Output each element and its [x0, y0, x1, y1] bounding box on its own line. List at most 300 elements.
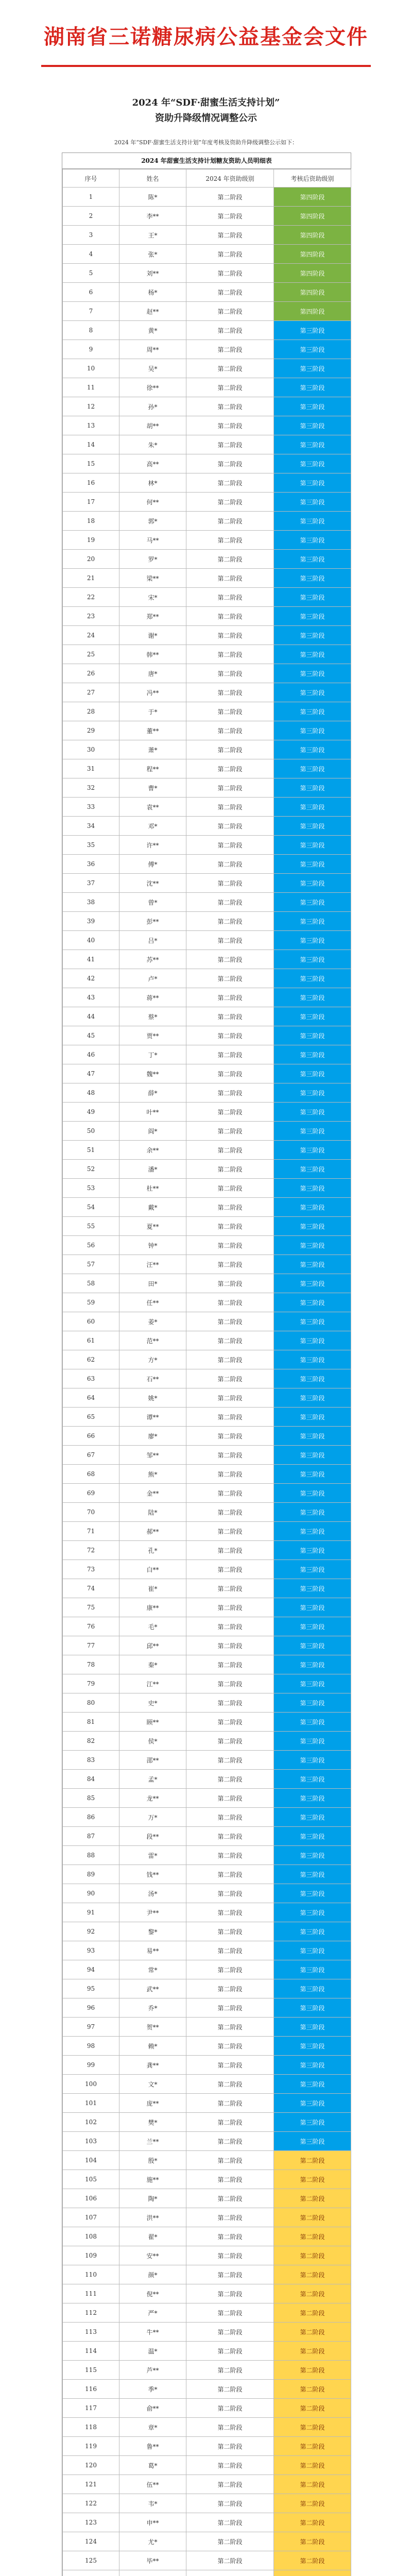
table-row: [63, 2170, 351, 2189]
cell-no: 11: [63, 378, 119, 397]
cell-no: 71: [63, 1522, 119, 1541]
cell-adjust: 第三阶段: [274, 1998, 351, 2018]
cell-no: 6: [63, 283, 119, 302]
table-header-row: [63, 170, 351, 188]
cell-level: 第二阶段: [186, 2418, 274, 2437]
table-row: [63, 2094, 351, 2113]
cell-adjust: 第三阶段: [274, 550, 351, 569]
cell-no: 53: [63, 1179, 119, 1198]
cell-adjust: 第三阶段: [274, 1408, 351, 1427]
cell-name: 姚*: [119, 1388, 186, 1408]
cell-name: 杜**: [119, 1179, 186, 1198]
cell-no: 15: [63, 454, 119, 473]
cell-adjust: 第三阶段: [274, 778, 351, 798]
cell-adjust: 第三阶段: [274, 1255, 351, 1274]
cell-level: 第二阶段: [186, 569, 274, 588]
cell-adjust: 第三阶段: [274, 1713, 351, 1732]
table-row: [63, 645, 351, 664]
intro-text: 2024 年“SDF·甜蜜生活支持计划”年度考核及资助升降级调整公示如下：: [114, 139, 298, 146]
cell-level: 第二阶段: [186, 778, 274, 798]
cell-no: 19: [63, 531, 119, 550]
cell-no: 113: [63, 2323, 119, 2342]
cell-level: 第二阶段: [186, 416, 274, 435]
cell-name: 吕*: [119, 931, 186, 950]
cell-name: 沈**: [119, 874, 186, 893]
cell-name: 毛*: [119, 1617, 186, 1636]
page-header-title: 湖南省三诺糖尿病公益基金会文件: [44, 25, 368, 49]
cell-no: [63, 2570, 119, 2576]
cell-no: 96: [63, 1998, 119, 2018]
cell-no: 62: [63, 1350, 119, 1369]
cell-no: 47: [63, 1064, 119, 1083]
cell-level: 第二阶段: [186, 2303, 274, 2323]
cell-level: 第二阶段: [186, 2056, 274, 2075]
cell-level: 第二阶段: [186, 302, 274, 321]
table-row: [63, 397, 351, 416]
table-row: [63, 798, 351, 817]
cell-name: 郝**: [119, 1522, 186, 1541]
cell-name: 龙**: [119, 1789, 186, 1808]
cell-adjust: 第四阶段: [274, 302, 351, 321]
cell-name: 韦*: [119, 2494, 186, 2513]
cell-level: 第二阶段: [186, 1941, 274, 1960]
table-row: [63, 1427, 351, 1446]
cell-adjust: 第四阶段: [274, 283, 351, 302]
cell-adjust: 第二阶段: [274, 2208, 351, 2227]
cell-no: 38: [63, 893, 119, 912]
cell-adjust: 第三阶段: [274, 702, 351, 721]
cell-level: 第二阶段: [186, 836, 274, 855]
cell-name: 万*: [119, 1808, 186, 1827]
cell-name: 兰**: [119, 2132, 186, 2151]
cell-name: 叶**: [119, 1103, 186, 1122]
cell-no: 23: [63, 607, 119, 626]
table-row: [63, 1693, 351, 1713]
cell-name: 林*: [119, 473, 186, 493]
table-row: [63, 1617, 351, 1636]
cell-name: 芦**: [119, 2361, 186, 2380]
cell-name: 陆*: [119, 1503, 186, 1522]
cell-name: 汤*: [119, 1884, 186, 1903]
cell-no: 57: [63, 1255, 119, 1274]
cell-level: 第二阶段: [186, 2170, 274, 2189]
cell-adjust: 第三阶段: [274, 874, 351, 893]
cell-no: 79: [63, 1674, 119, 1693]
cell-adjust: 第三阶段: [274, 2056, 351, 2075]
table-row: [63, 188, 351, 207]
cell-level: 第二阶段: [186, 512, 274, 531]
cell-adjust: 第三阶段: [274, 1693, 351, 1713]
cell-name: 易**: [119, 1941, 186, 1960]
cell-level: 第二阶段: [186, 378, 274, 397]
cell-level: 第二阶段: [186, 1369, 274, 1388]
table-row: [63, 569, 351, 588]
cell-level: 第二阶段: [186, 1160, 274, 1179]
cell-name: 许**: [119, 836, 186, 855]
table-row: [63, 1465, 351, 1484]
cell-adjust: 第三阶段: [274, 1331, 351, 1350]
cell-no: 2: [63, 207, 119, 226]
table-row: [63, 817, 351, 836]
cell-no: 43: [63, 988, 119, 1007]
cell-level: 第二阶段: [186, 1274, 274, 1293]
cell-level: 第二阶段: [186, 1064, 274, 1083]
cell-name: 董**: [119, 721, 186, 740]
cell-no: 42: [63, 969, 119, 988]
cell-adjust: 第三阶段: [274, 416, 351, 435]
cell-no: 86: [63, 1808, 119, 1827]
cell-adjust: 第三阶段: [274, 493, 351, 512]
table-row: [63, 1674, 351, 1693]
cell-no: 87: [63, 1827, 119, 1846]
cell-level: 第二阶段: [186, 2037, 274, 2056]
table-row: [63, 1884, 351, 1903]
cell-adjust: 第四阶段: [274, 188, 351, 207]
cell-level: 第二阶段: [186, 2189, 274, 2208]
cell-name: 郑**: [119, 607, 186, 626]
cell-no: 59: [63, 1293, 119, 1312]
cell-level: 第二阶段: [186, 207, 274, 226]
cell-no: 97: [63, 2018, 119, 2037]
cell-adjust: 第三阶段: [274, 836, 351, 855]
cell-adjust: 第三阶段: [274, 1884, 351, 1903]
cell-adjust: 第三阶段: [274, 817, 351, 836]
cell-name: 施**: [119, 2170, 186, 2189]
cell-adjust: 第三阶段: [274, 950, 351, 969]
cell-no: 107: [63, 2208, 119, 2227]
header-rule: [41, 65, 371, 67]
cell-level: 第二阶段: [186, 226, 274, 245]
cell-level: 第二阶段: [186, 664, 274, 683]
cell-adjust: 第三阶段: [274, 988, 351, 1007]
cell-level: 第二阶段: [186, 1408, 274, 1427]
table-row: [63, 1522, 351, 1541]
cell-no: 64: [63, 1388, 119, 1408]
cell-no: 82: [63, 1732, 119, 1751]
cell-no: 65: [63, 1408, 119, 1427]
cell-level: 第二阶段: [186, 1541, 274, 1560]
cell-name: 谭**: [119, 1408, 186, 1427]
cell-name: 史*: [119, 1693, 186, 1713]
table-row: [63, 1408, 351, 1427]
cell-name: 潘*: [119, 1160, 186, 1179]
table-row: [63, 1751, 351, 1770]
cell-no: 56: [63, 1236, 119, 1255]
cell-name: 杨*: [119, 283, 186, 302]
cell-level: 第二阶段: [186, 2494, 274, 2513]
cell-name: 马**: [119, 531, 186, 550]
cell-no: 68: [63, 1465, 119, 1484]
cell-no: 98: [63, 2037, 119, 2056]
cell-name: 申**: [119, 2513, 186, 2532]
cell-level: 第二阶段: [186, 1236, 274, 1255]
cell-adjust: 第三阶段: [274, 359, 351, 378]
cell-adjust: 第二阶段: [274, 2284, 351, 2303]
cell-no: 74: [63, 1579, 119, 1598]
table-row: [63, 836, 351, 855]
cell-adjust: 第二阶段: [274, 2151, 351, 2170]
cell-adjust: 第三阶段: [274, 912, 351, 931]
cell-level: 第二阶段: [186, 2113, 274, 2132]
table-row: [63, 302, 351, 321]
cell-adjust: 第三阶段: [274, 2113, 351, 2132]
table-row: [63, 1655, 351, 1674]
cell-level: 第二阶段: [186, 950, 274, 969]
cell-name: 高**: [119, 454, 186, 473]
cell-adjust: 第三阶段: [274, 1427, 351, 1446]
cell-no: 93: [63, 1941, 119, 1960]
cell-level: [186, 2570, 274, 2576]
cell-level: 第二阶段: [186, 1293, 274, 1312]
cell-adjust: 第三阶段: [274, 1103, 351, 1122]
table-row: [63, 2475, 351, 2494]
cell-name: 魏**: [119, 1064, 186, 1083]
cell-name: 袁**: [119, 798, 186, 817]
table-row: [63, 855, 351, 874]
table-row: [63, 778, 351, 798]
cell-name: 蔡*: [119, 1007, 186, 1026]
table-row: [63, 1103, 351, 1122]
funding-table: [62, 169, 351, 2576]
table-row: [63, 2056, 351, 2075]
cell-no: 46: [63, 1045, 119, 1064]
cell-level: 第二阶段: [186, 2132, 274, 2151]
table-row: [63, 1446, 351, 1465]
cell-name: [119, 2570, 186, 2576]
cell-adjust: 第三阶段: [274, 721, 351, 740]
table-row: [63, 1045, 351, 1064]
cell-adjust: 第四阶段: [274, 264, 351, 283]
cell-level: 第二阶段: [186, 855, 274, 874]
cell-name: 乔*: [119, 1998, 186, 2018]
cell-adjust: 第三阶段: [274, 397, 351, 416]
table-row: [63, 1141, 351, 1160]
cell-no: 125: [63, 2551, 119, 2570]
table-body: [63, 188, 351, 2576]
cell-no: 105: [63, 2170, 119, 2189]
table-row: [63, 740, 351, 759]
cell-level: 第二阶段: [186, 721, 274, 740]
table-row: [63, 1274, 351, 1293]
cell-name: 颜*: [119, 2265, 186, 2284]
cell-level: 第二阶段: [186, 397, 274, 416]
cell-name: 严*: [119, 2303, 186, 2323]
cell-no: 52: [63, 1160, 119, 1179]
cell-name: 张*: [119, 245, 186, 264]
cell-adjust: 第三阶段: [274, 1312, 351, 1331]
cell-no: 39: [63, 912, 119, 931]
cell-name: 谢*: [119, 626, 186, 645]
cell-no: 119: [63, 2437, 119, 2456]
cell-no: 123: [63, 2513, 119, 2532]
cell-no: 104: [63, 2151, 119, 2170]
table-row: [63, 226, 351, 245]
document-title-line-1: 2024 年“SDF·甜蜜生活支持计划”: [132, 97, 280, 108]
cell-no: 78: [63, 1655, 119, 1674]
cell-name: 邱**: [119, 1636, 186, 1655]
cell-level: 第二阶段: [186, 1103, 274, 1122]
header-adjust: 考核后资助级别: [274, 170, 351, 188]
cell-adjust: 第二阶段: [274, 2342, 351, 2361]
cell-adjust: 第三阶段: [274, 473, 351, 493]
table-row: [63, 2437, 351, 2456]
cell-adjust: 第三阶段: [274, 1465, 351, 1484]
cell-no: 83: [63, 1751, 119, 1770]
cell-level: 第二阶段: [186, 1579, 274, 1598]
cell-no: 33: [63, 798, 119, 817]
cell-no: 111: [63, 2284, 119, 2303]
cell-no: 36: [63, 855, 119, 874]
cell-level: 第二阶段: [186, 1770, 274, 1789]
cell-adjust: 第三阶段: [274, 569, 351, 588]
table-row: [63, 531, 351, 550]
cell-level: 第二阶段: [186, 2018, 274, 2037]
cell-no: 117: [63, 2399, 119, 2418]
cell-level: 第二阶段: [186, 2323, 274, 2342]
table-row: [63, 1217, 351, 1236]
cell-adjust: 第三阶段: [274, 1827, 351, 1846]
cell-name: 顾**: [119, 1713, 186, 1732]
cell-name: 夏**: [119, 1217, 186, 1236]
table-row: [63, 1808, 351, 1827]
cell-adjust: 第三阶段: [274, 1160, 351, 1179]
cell-no: 106: [63, 2189, 119, 2208]
cell-name: 廖*: [119, 1427, 186, 1446]
cell-name: 陶*: [119, 2189, 186, 2208]
cell-no: 66: [63, 1427, 119, 1446]
table-row: [63, 2342, 351, 2361]
cell-level: 第二阶段: [186, 931, 274, 950]
cell-adjust: 第三阶段: [274, 1236, 351, 1255]
cell-adjust: 第三阶段: [274, 740, 351, 759]
cell-no: 95: [63, 1979, 119, 1998]
cell-adjust: 第三阶段: [274, 1522, 351, 1541]
cell-level: 第二阶段: [186, 1331, 274, 1350]
cell-no: 31: [63, 759, 119, 778]
cell-level: 第二阶段: [186, 2246, 274, 2265]
cell-no: 48: [63, 1083, 119, 1103]
cell-level: 第二阶段: [186, 969, 274, 988]
cell-name: 范**: [119, 1331, 186, 1350]
cell-adjust: 第三阶段: [274, 2037, 351, 2056]
cell-name: 朱*: [119, 435, 186, 454]
cell-no: 88: [63, 1846, 119, 1865]
table-row: [63, 493, 351, 512]
cell-level: 第二阶段: [186, 1598, 274, 1617]
cell-level: 第二阶段: [186, 1198, 274, 1217]
cell-no: 12: [63, 397, 119, 416]
cell-level: 第二阶段: [186, 531, 274, 550]
cell-level: 第二阶段: [186, 1255, 274, 1274]
table-row: [63, 2380, 351, 2399]
cell-name: 唐*: [119, 664, 186, 683]
table-row: [63, 626, 351, 645]
table-row: [63, 416, 351, 435]
cell-name: 侯*: [119, 1732, 186, 1751]
cell-level: 第二阶段: [186, 1522, 274, 1541]
cell-level: 第二阶段: [186, 988, 274, 1007]
cell-level: 第二阶段: [186, 454, 274, 473]
table-row: [63, 1026, 351, 1045]
cell-adjust: 第三阶段: [274, 645, 351, 664]
cell-name: 黎*: [119, 1922, 186, 1941]
cell-name: 汪**: [119, 1255, 186, 1274]
cell-adjust: 第三阶段: [274, 1350, 351, 1369]
cell-level: 第二阶段: [186, 321, 274, 340]
cell-adjust: 第三阶段: [274, 1369, 351, 1388]
cell-adjust: 第三阶段: [274, 626, 351, 645]
cell-no: 116: [63, 2380, 119, 2399]
cell-adjust: 第三阶段: [274, 798, 351, 817]
cell-name: 王*: [119, 226, 186, 245]
table-row: [63, 1083, 351, 1103]
cell-name: 孙*: [119, 397, 186, 416]
cell-no: 21: [63, 569, 119, 588]
table-row: [63, 1503, 351, 1522]
table-row: [63, 1579, 351, 1598]
cell-level: 第二阶段: [186, 1007, 274, 1026]
cell-adjust: 第二阶段: [274, 2532, 351, 2551]
cell-level: 第二阶段: [186, 645, 274, 664]
funding-table-container: [62, 152, 351, 2576]
cell-adjust: 第二阶段: [274, 2380, 351, 2399]
table-row: [63, 2361, 351, 2380]
cell-level: 第二阶段: [186, 1846, 274, 1865]
table-row: [63, 1484, 351, 1503]
cell-level: 第二阶段: [186, 2094, 274, 2113]
cell-name: 江**: [119, 1674, 186, 1693]
cell-name: 冯**: [119, 683, 186, 702]
cell-no: 37: [63, 874, 119, 893]
cell-name: 阎*: [119, 1122, 186, 1141]
cell-adjust: 第三阶段: [274, 1617, 351, 1636]
cell-level: 第二阶段: [186, 1503, 274, 1522]
cell-name: 武**: [119, 1979, 186, 1998]
cell-level: 第二阶段: [186, 2265, 274, 2284]
cell-adjust: 第二阶段: [274, 2551, 351, 2570]
cell-no: 118: [63, 2418, 119, 2437]
cell-level: 第二阶段: [186, 1903, 274, 1922]
cell-adjust: 第三阶段: [274, 1655, 351, 1674]
cell-level: 第二阶段: [186, 1884, 274, 1903]
cell-name: 文*: [119, 2075, 186, 2094]
cell-name: 方*: [119, 1350, 186, 1369]
cell-adjust: 第三阶段: [274, 1141, 351, 1160]
cell-level: 第二阶段: [186, 2284, 274, 2303]
table-row: [63, 2018, 351, 2037]
table-row: [63, 931, 351, 950]
cell-adjust: 第三阶段: [274, 1579, 351, 1598]
cell-name: 俞**: [119, 2399, 186, 2418]
table-row: [63, 1198, 351, 1217]
cell-level: 第二阶段: [186, 1713, 274, 1732]
cell-adjust: 第三阶段: [274, 1941, 351, 1960]
cell-adjust: 第三阶段: [274, 1045, 351, 1064]
cell-level: 第二阶段: [186, 1560, 274, 1579]
cell-adjust: 第三阶段: [274, 2018, 351, 2037]
cell-adjust: 第三阶段: [274, 1446, 351, 1465]
cell-level: 第二阶段: [186, 817, 274, 836]
table-row: [63, 1255, 351, 1274]
cell-no: 10: [63, 359, 119, 378]
cell-level: 第二阶段: [186, 874, 274, 893]
header-no: 序号: [63, 170, 119, 188]
cell-no: 26: [63, 664, 119, 683]
cell-level: 第二阶段: [186, 1427, 274, 1446]
cell-adjust: 第三阶段: [274, 454, 351, 473]
cell-adjust: 第二阶段: [274, 2170, 351, 2189]
cell-no: 99: [63, 2056, 119, 2075]
